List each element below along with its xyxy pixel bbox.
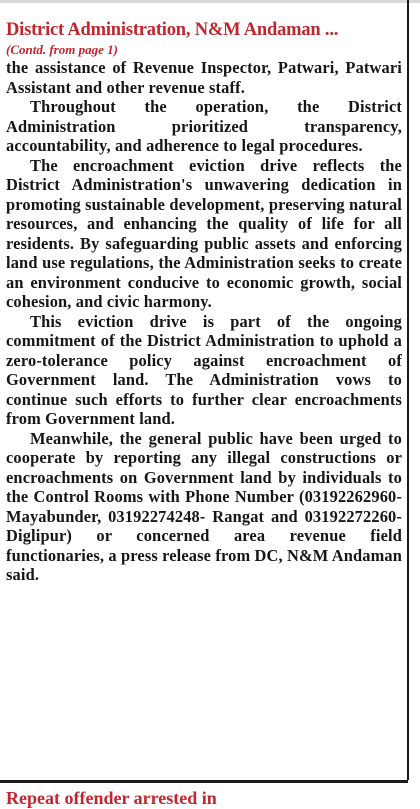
article-headline: District Administration, N&M Andaman ... [6, 20, 339, 40]
news-article [6, 18, 402, 585]
article-paragraph: the assistance of Revenue Inspector, Patwari, Patwari Assistant and other revenue staff. [6, 58, 402, 97]
article-paragraph: Meanwhile, the general public have been urged to cooperate by reporting any illegal constructions or encroachments on Government land by individuals to the Control Rooms with Phone Number (03192262960- Mayabunder, 03192274248- Rangat and 03192272260- Diglipur) or concerned area revenue field functionaries, a press release from DC, N&M Andaman said. [6, 428, 402, 584]
article-paragraph: Throughout the operation, the District Administration prioritized transparency, accountability, and adherence to legal procedures. [6, 97, 402, 155]
bottom-divider [0, 780, 408, 783]
article-paragraph: The encroachment eviction drive reflects the District Administration's unwavering dedication in promoting sustainable development, preserving natural resources, and enhancing the quality of life for all residents. By safeguarding public assets and enforcing land use regulations, the Administration seeks to create an environment conducive to economic growth, social cohesion, and civic harmony. [6, 155, 402, 311]
article-paragraph: This eviction drive is part of the ongoing commitment of the District Administration to uphold a zero-tolerance policy against encroachment of Government land. The Administration vows to continue such efforts to further clear encroachments from Government land. [6, 311, 402, 428]
article-body [6, 58, 402, 585]
next-article-headline: Repeat offender arrested in [6, 788, 217, 808]
top-divider [0, 0, 420, 3]
continued-from-note: (Contd. from page 1) [6, 42, 118, 57]
column-divider [407, 0, 409, 780]
